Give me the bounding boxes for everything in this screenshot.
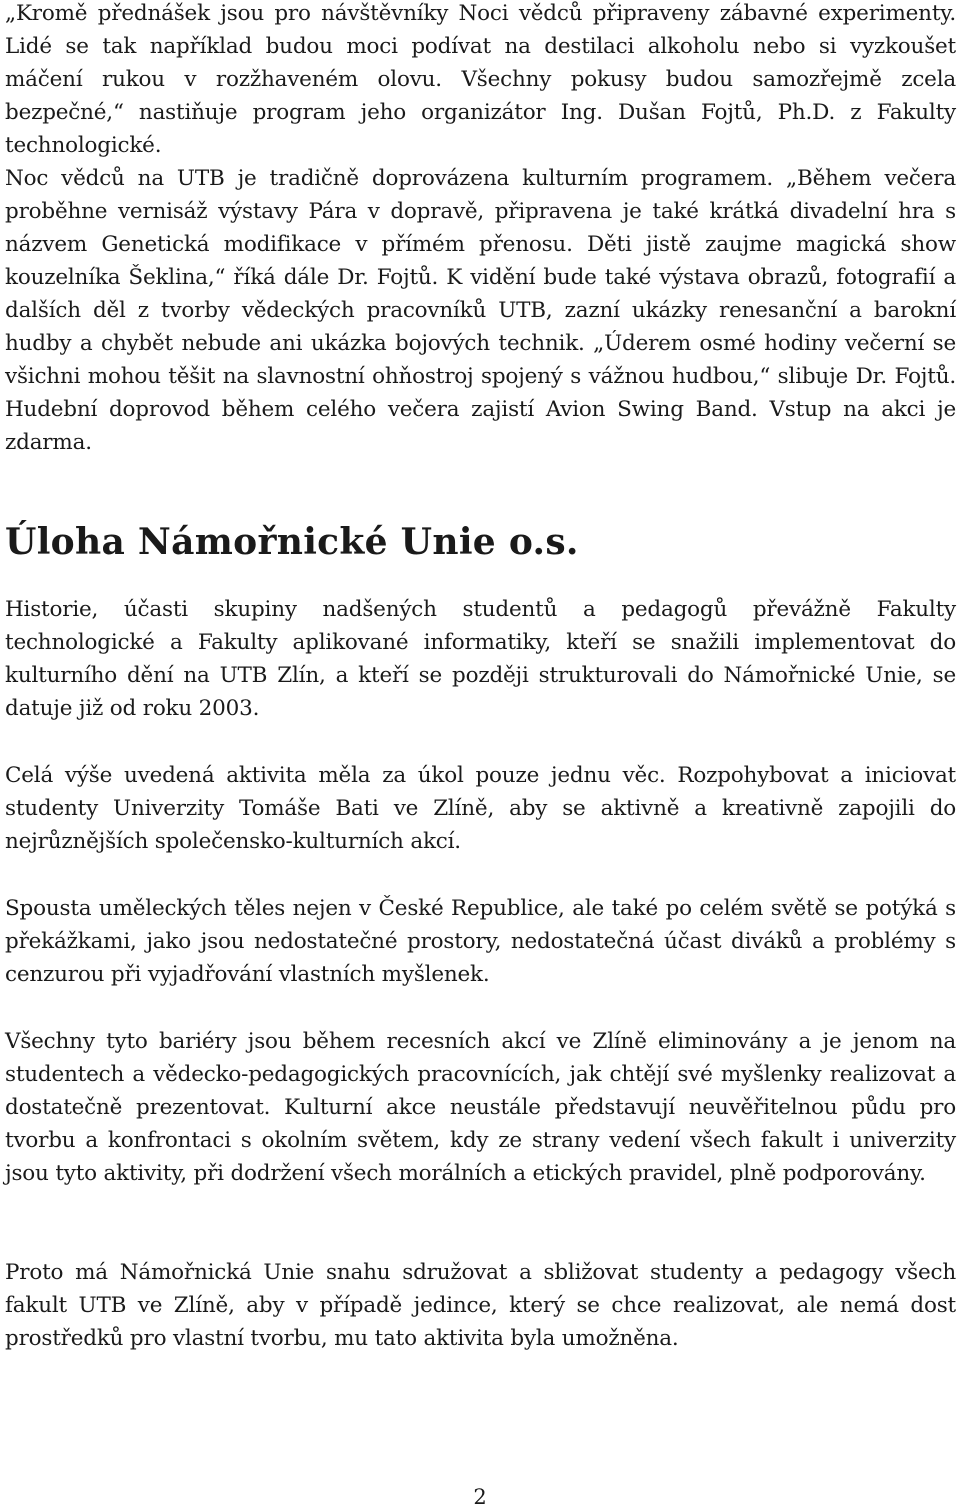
paragraph-proto: Proto má Námořnická Unie snahu sdružovat a sbližovat studenty a pedagogy všech fakult UTB ve Zlíně, aby v případě jedince, který se chce realizovat, ale nemá dost prostředků pro vlastní tvorbu, mu tato aktivita byla umožněna.	[5, 1260, 956, 1351]
page-number: 2	[473, 1485, 487, 1509]
section-heading: Úloha Námořnické Unie o.s.	[5, 521, 579, 563]
paragraph-noc-vedcu: Noc vědců na UTB je tradičně doprovázena kulturním programem. „Během večera proběhne vernisáž výstavy Pára v dopravě, připravena je také krátká divadelní hra s názvem Genetická modifikace v přímém přenosu. Děti jistě zaujme magická show kouzelníka Šeklina,“ říká dále Dr. Fojtů. K vidění bude také výstava obrazů, fotografií a dalších děl z tvorby vědeckých pracovníků UTB, zazní ukázky renesanční a barokní hudby a chybět nebude ani ukázka bojových technik. „Úderem osmé hodiny večerní se všichni mohou těšit na slavnostní ohňostroj spojený s vážnou hudbou,“ slibuje Dr. Fojtů. Hudební doprovod během celého večera zajistí Avion Swing Band. Vstup na akci je zdarma.	[5, 166, 956, 455]
paragraph-cela: Celá výše uvedená aktivita měla za úkol pouze jednu věc. Rozpohybovat a iniciovat studenty Univerzity Tomáše Bati ve Zlíně, aby se aktivně a kreativně zapojili do nejrůznějších společensko-kulturních akcí.	[5, 763, 956, 854]
paragraph-intro: „Kromě přednášek jsou pro návštěvníky Noci vědců připraveny zábavné experimenty. Lidé se tak například budou moci podívat na destilaci alkoholu nebo si vyzkoušet máčení rukou v rozžhaveném olovu. Všechny pokusy budou samozřejmě zcela bezpečné,“ nastiňuje program jeho organizátor Ing. Dušan Fojtů, Ph.D. z Fakulty technologické.	[5, 1, 956, 158]
paragraph-bariery: Všechny tyto bariéry jsou během recesních akcí ve Zlíně eliminovány a je jenom na studentech a vědecko-pedagogických pracovnících, jak chtějí své myšlenky realizovat a dostatečně prezentovat. Kulturní akce neustále představují neuvěřitelnou půdu pro tvorbu a konfrontaci s okolním světem, kdy ze strany vedení všech fakult i univerzity jsou tyto aktivity, při dodržení všech morálních a etických pravidel, plně podporovány.	[5, 1029, 956, 1186]
paragraph-historie: Historie, účasti skupiny nadšených studentů a pedagogů převážně Fakulty technologické a Fakulty aplikované informatiky, kteří se snažili implementovat do kulturního dění na UTB Zlín, a kteří se později strukturovali do Námořnické Unie, se datuje již od roku 2003.	[5, 597, 956, 721]
paragraph-spousta: Spousta uměleckých těles nejen v České Republice, ale také po celém světě se potýká s překážkami, jako jsou nedostatečné prostory, nedostatečná účast diváků a problémy s cenzurou při vyjadřování vlastních myšlenek.	[5, 896, 956, 987]
